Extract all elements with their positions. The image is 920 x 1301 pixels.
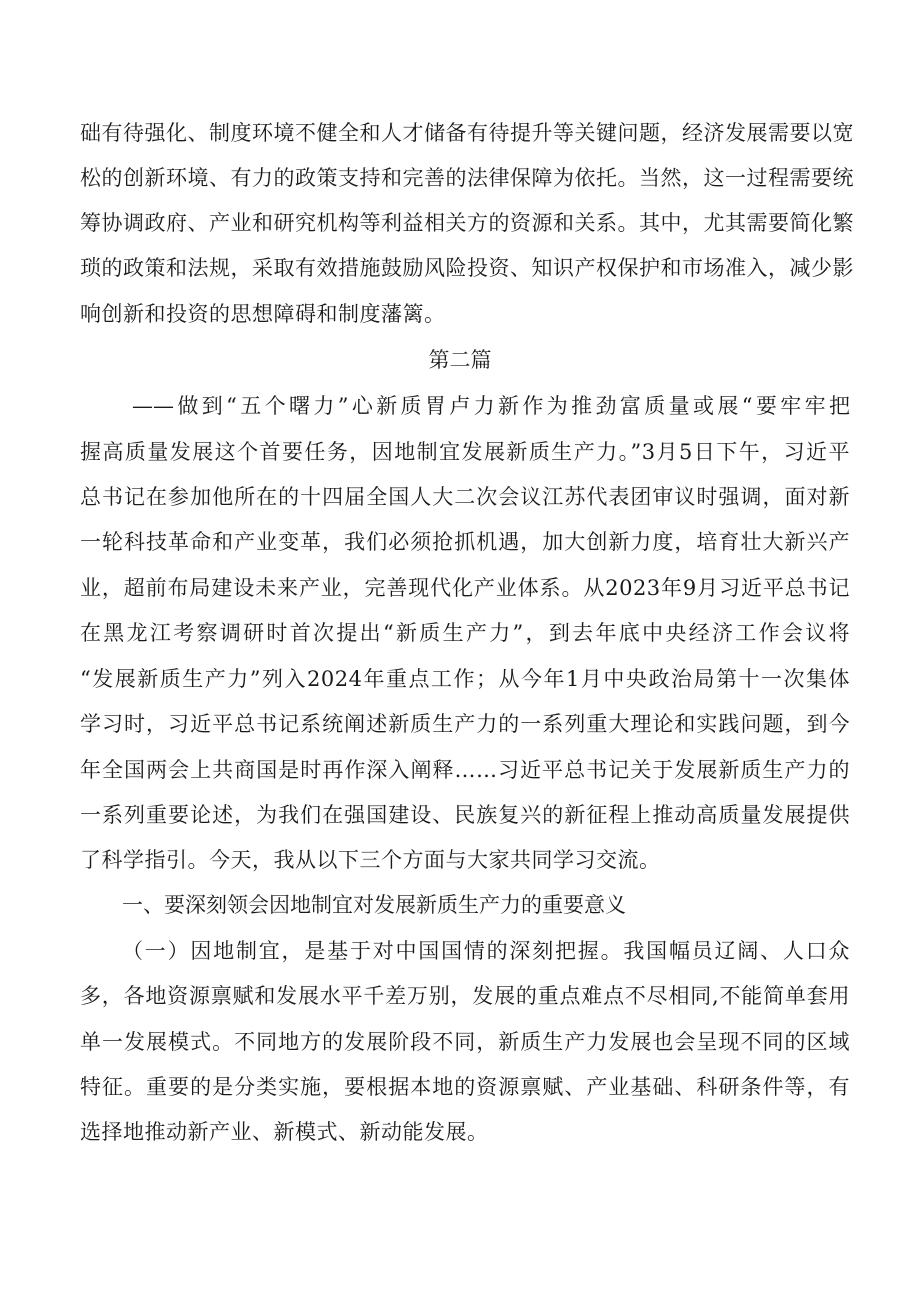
para2-line-4: 一轮科技革命和产业变革，我们必须抢抓机遇，加大创新力度，培育壮大新兴产 bbox=[80, 530, 850, 554]
para2-line-11: 了科学指引。今天，我从以下三个方面与大家共同学习交流。 bbox=[80, 848, 661, 872]
chapter-title: 第二篇 bbox=[428, 348, 492, 372]
para2-line-2: 握高质量发展这个首要任务，因地制宜发展新质生产力。”3月5日下午，习近平 bbox=[80, 440, 850, 464]
para1-line-2: 松的创新环境、有力的政策支持和完善的法律保障为依托。当然，这一过程需要统 bbox=[80, 166, 854, 190]
para3-line-5: 选择地推动新产业、新模式、新动能发展。 bbox=[80, 1120, 489, 1144]
para3-line-1: （一）因地制宜，是基于对中国国情的深刻把握。我国幅员辽阔、人口众 bbox=[122, 939, 850, 963]
section-heading-1: 一、要深刻领会因地制宜对发展新质生产力的重要意义 bbox=[122, 893, 626, 917]
para2-line-10: 一系列重要论述，为我们在强国建设、民族复兴的新征程上推动高质量发展提供 bbox=[80, 803, 850, 827]
para2-line-8: 学习时，习近平总书记系统阐述新质生产力的一系列重大理论和实践问题，到今 bbox=[80, 712, 850, 736]
para3-line-2: 多，各地资源禀赋和发展水平千差万别，发展的重点难点不尽相同,不能简单套用 bbox=[80, 984, 850, 1008]
para2-line-6: 在黑龙江考察调研时首次提出“新质生产力”，到去年底中央经济工作会议将 bbox=[80, 621, 850, 645]
para1-line-4: 琐的政策和法规，采取有效措施鼓励风险投资、知识产权保护和市场准入，减少影 bbox=[80, 256, 854, 280]
para3-line-4: 特征。重要的是分类实施，要根据本地的资源禀赋、产业基础、科研条件等，有 bbox=[80, 1075, 850, 1099]
para2-line-9: 年全国两会上共商国是时再作深入阐释……习近平总书记关于发展新质生产力的 bbox=[80, 758, 850, 782]
para2-line-7: “发展新质生产力”列入2024年重点工作；从今年1月中央政治局第十一次集体 bbox=[80, 667, 850, 691]
para3-line-3: 单一发展模式。不同地方的发展阶段不同，新质生产力发展也会呈现不同的区域 bbox=[80, 1030, 850, 1054]
para2-line-3: 总书记在参加他所在的十四届全国人大二次会议江苏代表团审议时强调，面对新 bbox=[80, 485, 850, 509]
para1-line-5: 响创新和投资的思想障碍和制度藩篱。 bbox=[80, 302, 446, 326]
para2-line-5: 业，超前布局建设未来产业，完善现代化产业体系。从2023年9月习近平总书记 bbox=[80, 576, 850, 600]
para2-line-1: ——做到“五个曙力”心新质胃卢力新作为推劲富质量或展“要牢牢把 bbox=[132, 394, 850, 418]
para1-line-1: 础有待强化、制度环境不健全和人才储备有待提升等关键问题，经济发展需要以宽 bbox=[80, 121, 854, 145]
para1-line-3: 筹协调政府、产业和研究机构等利益相关方的资源和关系。其中，尤其需要简化繁 bbox=[80, 211, 854, 235]
